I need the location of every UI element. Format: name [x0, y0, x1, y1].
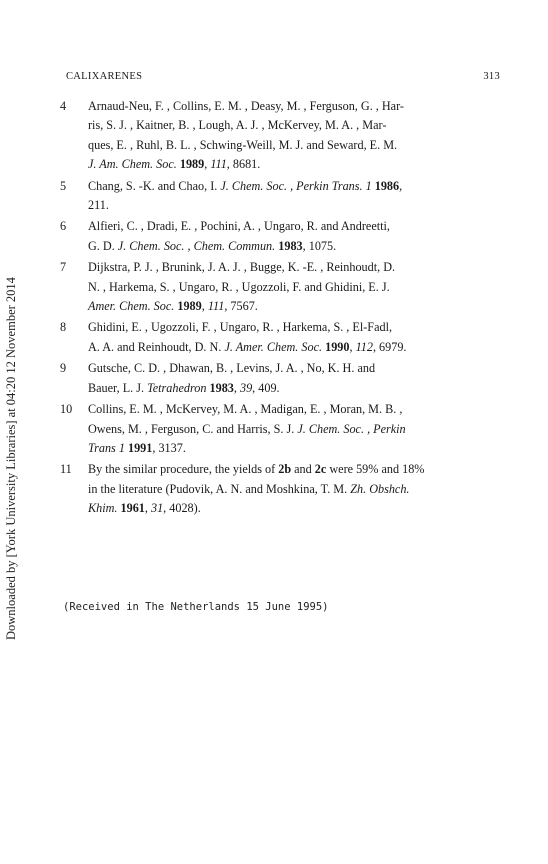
- download-watermark: Downloaded by [York University Libraries] at 04:20 12 November 2014: [4, 277, 18, 640]
- reference-number: 11: [60, 462, 72, 477]
- reference-item: [58, 97, 498, 175]
- reference-item: [58, 177, 498, 216]
- reference-line: Alfieri, C. , Dradi, E. , Pochini, A. , Ungaro, R. and Andreetti,: [88, 219, 390, 234]
- reference-item: [58, 359, 498, 398]
- reference-line: G. D. J. Chem. Soc. , Chem. Commun. 1983, 1075.: [88, 238, 337, 253]
- reference-line: in the literature (Pudovik, A. N. and Moshkina, T. M. Zh. Obshch.: [88, 481, 410, 496]
- reference-item: [58, 460, 498, 518]
- reference-line: Trans 1 1991, 3137.: [88, 440, 186, 455]
- received-note: (Received in The Netherlands 15 June 1995): [63, 601, 329, 613]
- reference-line: By the similar procedure, the yields of 2b and 2c were 59% and 18%: [88, 462, 425, 477]
- reference-item: [58, 400, 498, 458]
- reference-list: [58, 97, 498, 521]
- running-head-title: CALIXARENES: [66, 71, 143, 82]
- page-number: 313: [483, 71, 500, 82]
- reference-item: [58, 217, 498, 256]
- reference-line: N. , Harkema, S. , Ungaro, R. , Ugozzoli, F. and Ghidini, E. J.: [88, 279, 390, 294]
- running-head: [66, 71, 500, 82]
- reference-line: A. A. and Reinhoudt, D. N. J. Amer. Chem. Soc. 1990, 112, 6979.: [88, 339, 407, 354]
- reference-item: [58, 258, 498, 316]
- reference-line: ques, E. , Ruhl, B. L. , Schwing-Weill, M. J. and Seward, E. M.: [88, 137, 398, 152]
- reference-line: ris, S. J. , Kaitner, B. , Lough, A. J. , McKervey, M. A. , Mar-: [88, 118, 387, 133]
- reference-line: Gutsche, C. D. , Dhawan, B. , Levins, J. A. , No, K. H. and: [88, 361, 376, 376]
- reference-number: 4: [60, 99, 67, 113]
- reference-line: Bauer, L. J. Tetrahedron 1983, 39, 409.: [88, 380, 280, 395]
- reference-line: Collins, E. M. , McKervey, M. A. , Madigan, E. , Moran, M. B. ,: [88, 402, 403, 417]
- reference-item: [58, 318, 498, 357]
- reference-line: Chang, S. -K. and Chao, I. J. Chem. Soc. , Perkin Trans. 1 1986,: [88, 178, 403, 193]
- reference-number: 10: [60, 402, 73, 417]
- reference-number: 7: [60, 260, 67, 275]
- reference-line: Dijkstra, P. J. , Brunink, J. A. J. , Bugge, K. -E. , Reinhoudt, D.: [88, 260, 396, 275]
- reference-line: J. Am. Chem. Soc. 1989, 111, 8681.: [88, 157, 261, 172]
- reference-number: 5: [60, 178, 67, 193]
- reference-number: 9: [60, 361, 67, 376]
- reference-line: Khim. 1961, 31, 4028).: [88, 501, 201, 516]
- reference-number: 6: [60, 219, 67, 234]
- reference-line: Ghidini, E. , Ugozzoli, F. , Ungaro, R. , Harkema, S. , El-Fadl,: [88, 320, 393, 335]
- reference-line: 211.: [88, 198, 109, 213]
- reference-line: Owens, M. , Ferguson, C. and Harris, S. J. J. Chem. Soc. , Perkin: [88, 421, 406, 436]
- reference-line: Arnaud-Neu, F. , Collins, E. M. , Deasy, M. , Ferguson, G. , Har-: [88, 99, 404, 113]
- reference-number: 8: [60, 320, 67, 335]
- reference-line: Amer. Chem. Soc. 1989, 111, 7567.: [88, 299, 258, 314]
